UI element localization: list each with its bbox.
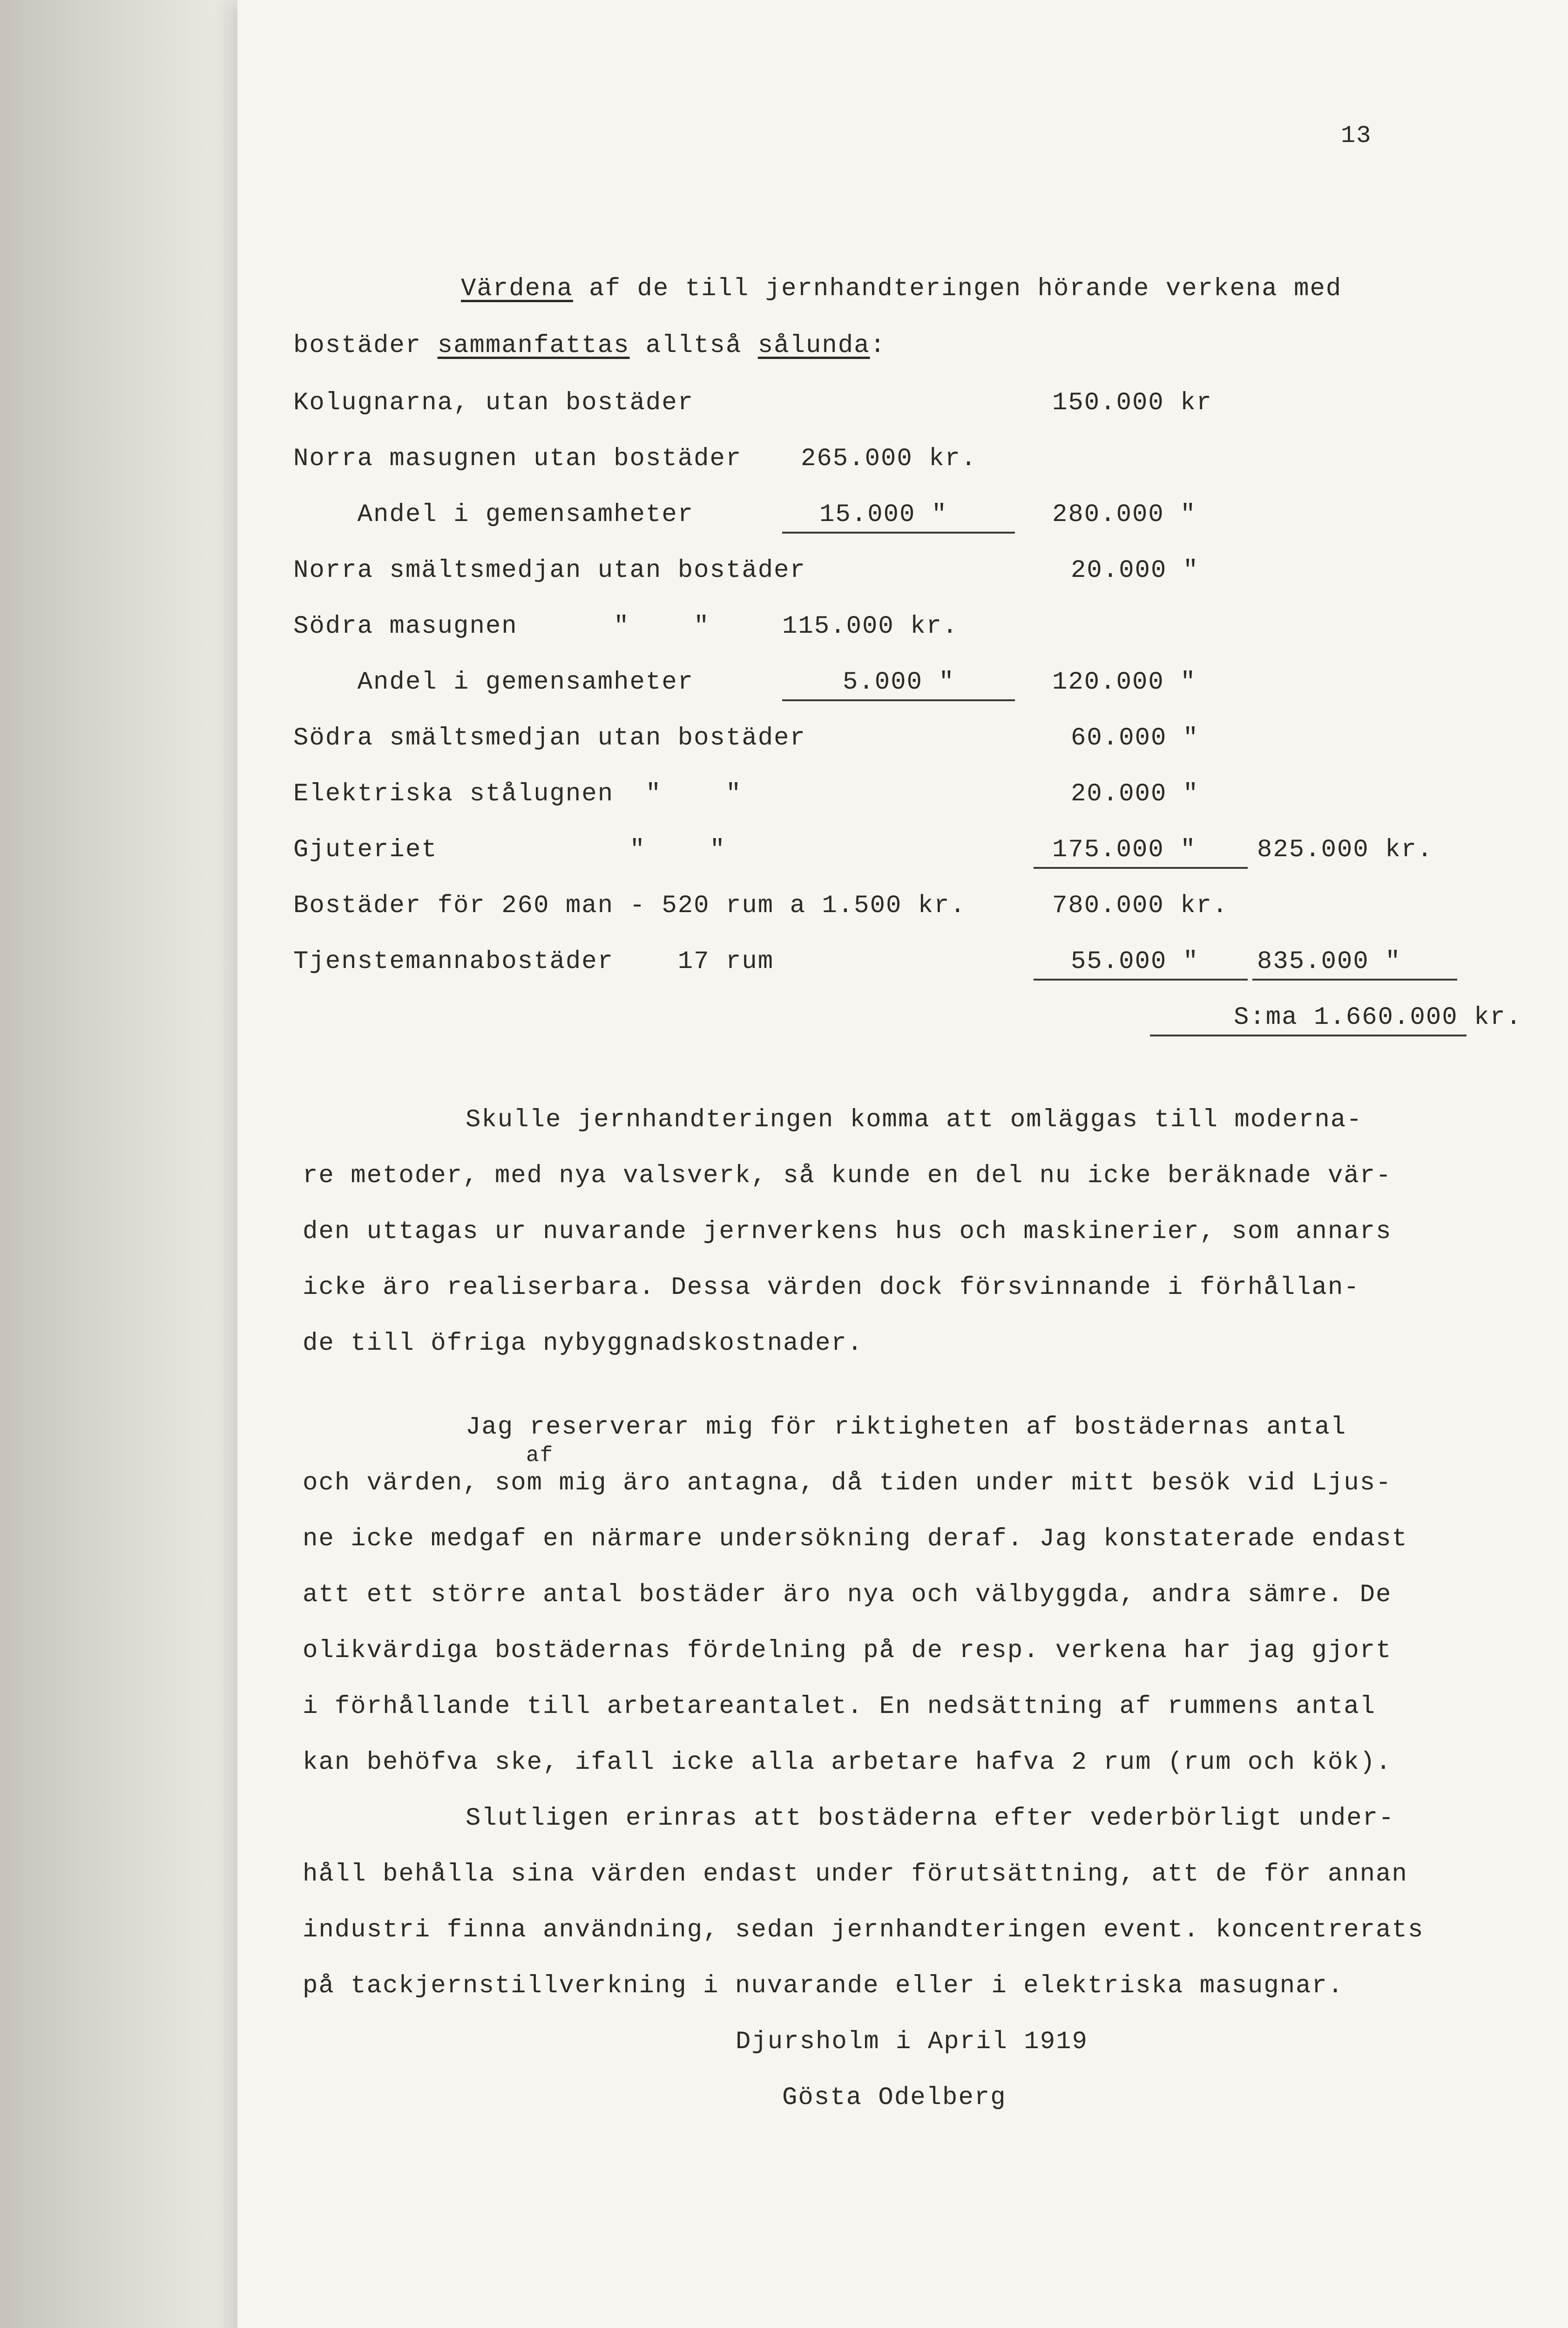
row-sub: 15.000 " (819, 501, 948, 529)
row-label: Norra masugnen utan bostäder (293, 445, 742, 473)
document-page (237, 0, 1568, 2328)
total-rule (1034, 979, 1248, 981)
para2-line: Jag reserverar mig för riktigheten af bostädernas antal (466, 1413, 1347, 1441)
row-total: 280.000 " (1052, 501, 1196, 529)
para1-line: re metoder, med nya valsverk, så kunde en del nu icke beräknade vär- (303, 1162, 1392, 1190)
heading-word-vardena: Värdena (461, 275, 573, 303)
para1-line: icke äro realiserbara. Dessa värden dock försvinnande i förhållan- (303, 1273, 1360, 1302)
bleed-through-text (0, 0, 261, 2328)
row-label: Bostäder för 260 man - 520 rum a 1.500 kr. (293, 892, 966, 920)
para2-insertion: af (526, 1443, 554, 1468)
row-sub: 5.000 " (843, 668, 955, 697)
row-grand-total: 825.000 kr. (1257, 836, 1433, 864)
row-label: Gjuteriet " " (293, 836, 726, 864)
heading-text: alltså (629, 332, 758, 360)
row-grand-total: 835.000 " (1257, 947, 1401, 976)
heading-text: bostäder (293, 332, 438, 360)
page-number: 13 (1341, 122, 1372, 149)
para1-line: Skulle jernhandteringen komma att omläggas till moderna- (466, 1106, 1363, 1134)
para3-line: på tackjernstillverkning i nuvarande eller i elektriska masugnar. (303, 1972, 1344, 2000)
para2-line: olikvärdiga bostädernas fördelning på de resp. verkena har jag gjort (303, 1637, 1392, 1665)
row-label: Norra smältsmedjan utan bostäder (293, 556, 806, 585)
place-date: Djursholm i April 1919 (736, 2028, 1088, 2056)
subtotal-rule (782, 532, 1015, 534)
heading-word-salunda: sålunda (757, 332, 870, 360)
subtotal-rule (782, 699, 1015, 701)
row-label: Södra masugnen " " (293, 612, 710, 641)
para1-line: den uttagas ur nuvarande jernverkens hus och maskinerier, som annars (303, 1218, 1392, 1246)
row-sub: 115.000 kr. (782, 612, 959, 641)
para3-line: industri finna användning, sedan jernhandteringen event. koncentrerats (303, 1916, 1424, 1944)
para2-line: kan behöfva ske, ifall icke alla arbetare hafva 2 rum (rum och kök). (303, 1748, 1392, 1777)
row-label: Andel i gemensamheter (293, 501, 694, 529)
row-total: 150.000 kr (1052, 389, 1213, 417)
row-label: Elektriska stålugnen " " (293, 780, 742, 808)
para1-line: de till öfriga nybyggnadskostnader. (303, 1329, 864, 1358)
signature: Gösta Odelberg (782, 2084, 1007, 2112)
para2-line: och värden, som mig äro antagna, då tiden under mitt besök vid Ljus- (303, 1469, 1392, 1497)
row-total: 60.000 " (1071, 724, 1199, 752)
para3-line: håll behålla sina värden endast under förutsättning, att de för annan (303, 1860, 1408, 1888)
para2-line: i förhållande till arbetareantalet. En nedsättning af rummens antal (303, 1692, 1376, 1721)
para3-line: Slutligen erinras att bostäderna efter vederbörligt under- (466, 1804, 1395, 1833)
row-total: 780.000 kr. (1052, 892, 1229, 920)
heading-text: af de till jernhandteringen hörande verkena med (573, 275, 1342, 303)
grand-total-rule (1252, 979, 1457, 981)
heading-line-2 (293, 332, 886, 360)
row-sub: 265.000 kr. (801, 445, 977, 473)
heading-line-1 (461, 275, 1342, 303)
row-total: 20.000 " (1071, 780, 1199, 808)
total-rule (1034, 867, 1248, 869)
heading-word-sammanfattas: sammanfattas (437, 332, 630, 360)
row-label: Tjenstemannabostäder 17 rum (293, 947, 774, 976)
grand-sum: S:ma 1.660.000 kr. (1234, 1003, 1522, 1032)
row-total: 175.000 " (1052, 836, 1196, 864)
row-total: 55.000 " (1071, 947, 1199, 976)
row-label: Kolugnarna, utan bostäder (293, 389, 694, 417)
row-total: 20.000 " (1071, 556, 1199, 585)
heading-text: : (870, 332, 886, 360)
row-total: 120.000 " (1052, 668, 1196, 697)
row-label: Andel i gemensamheter (293, 668, 694, 697)
para2-line: att ett större antal bostäder äro nya och välbyggda, andra sämre. De (303, 1581, 1392, 1609)
sum-rule (1150, 1035, 1467, 1036)
row-label: Södra smältsmedjan utan bostäder (293, 724, 806, 752)
para2-line: ne icke medgaf en närmare undersökning deraf. Jag konstaterade endast (303, 1525, 1408, 1553)
